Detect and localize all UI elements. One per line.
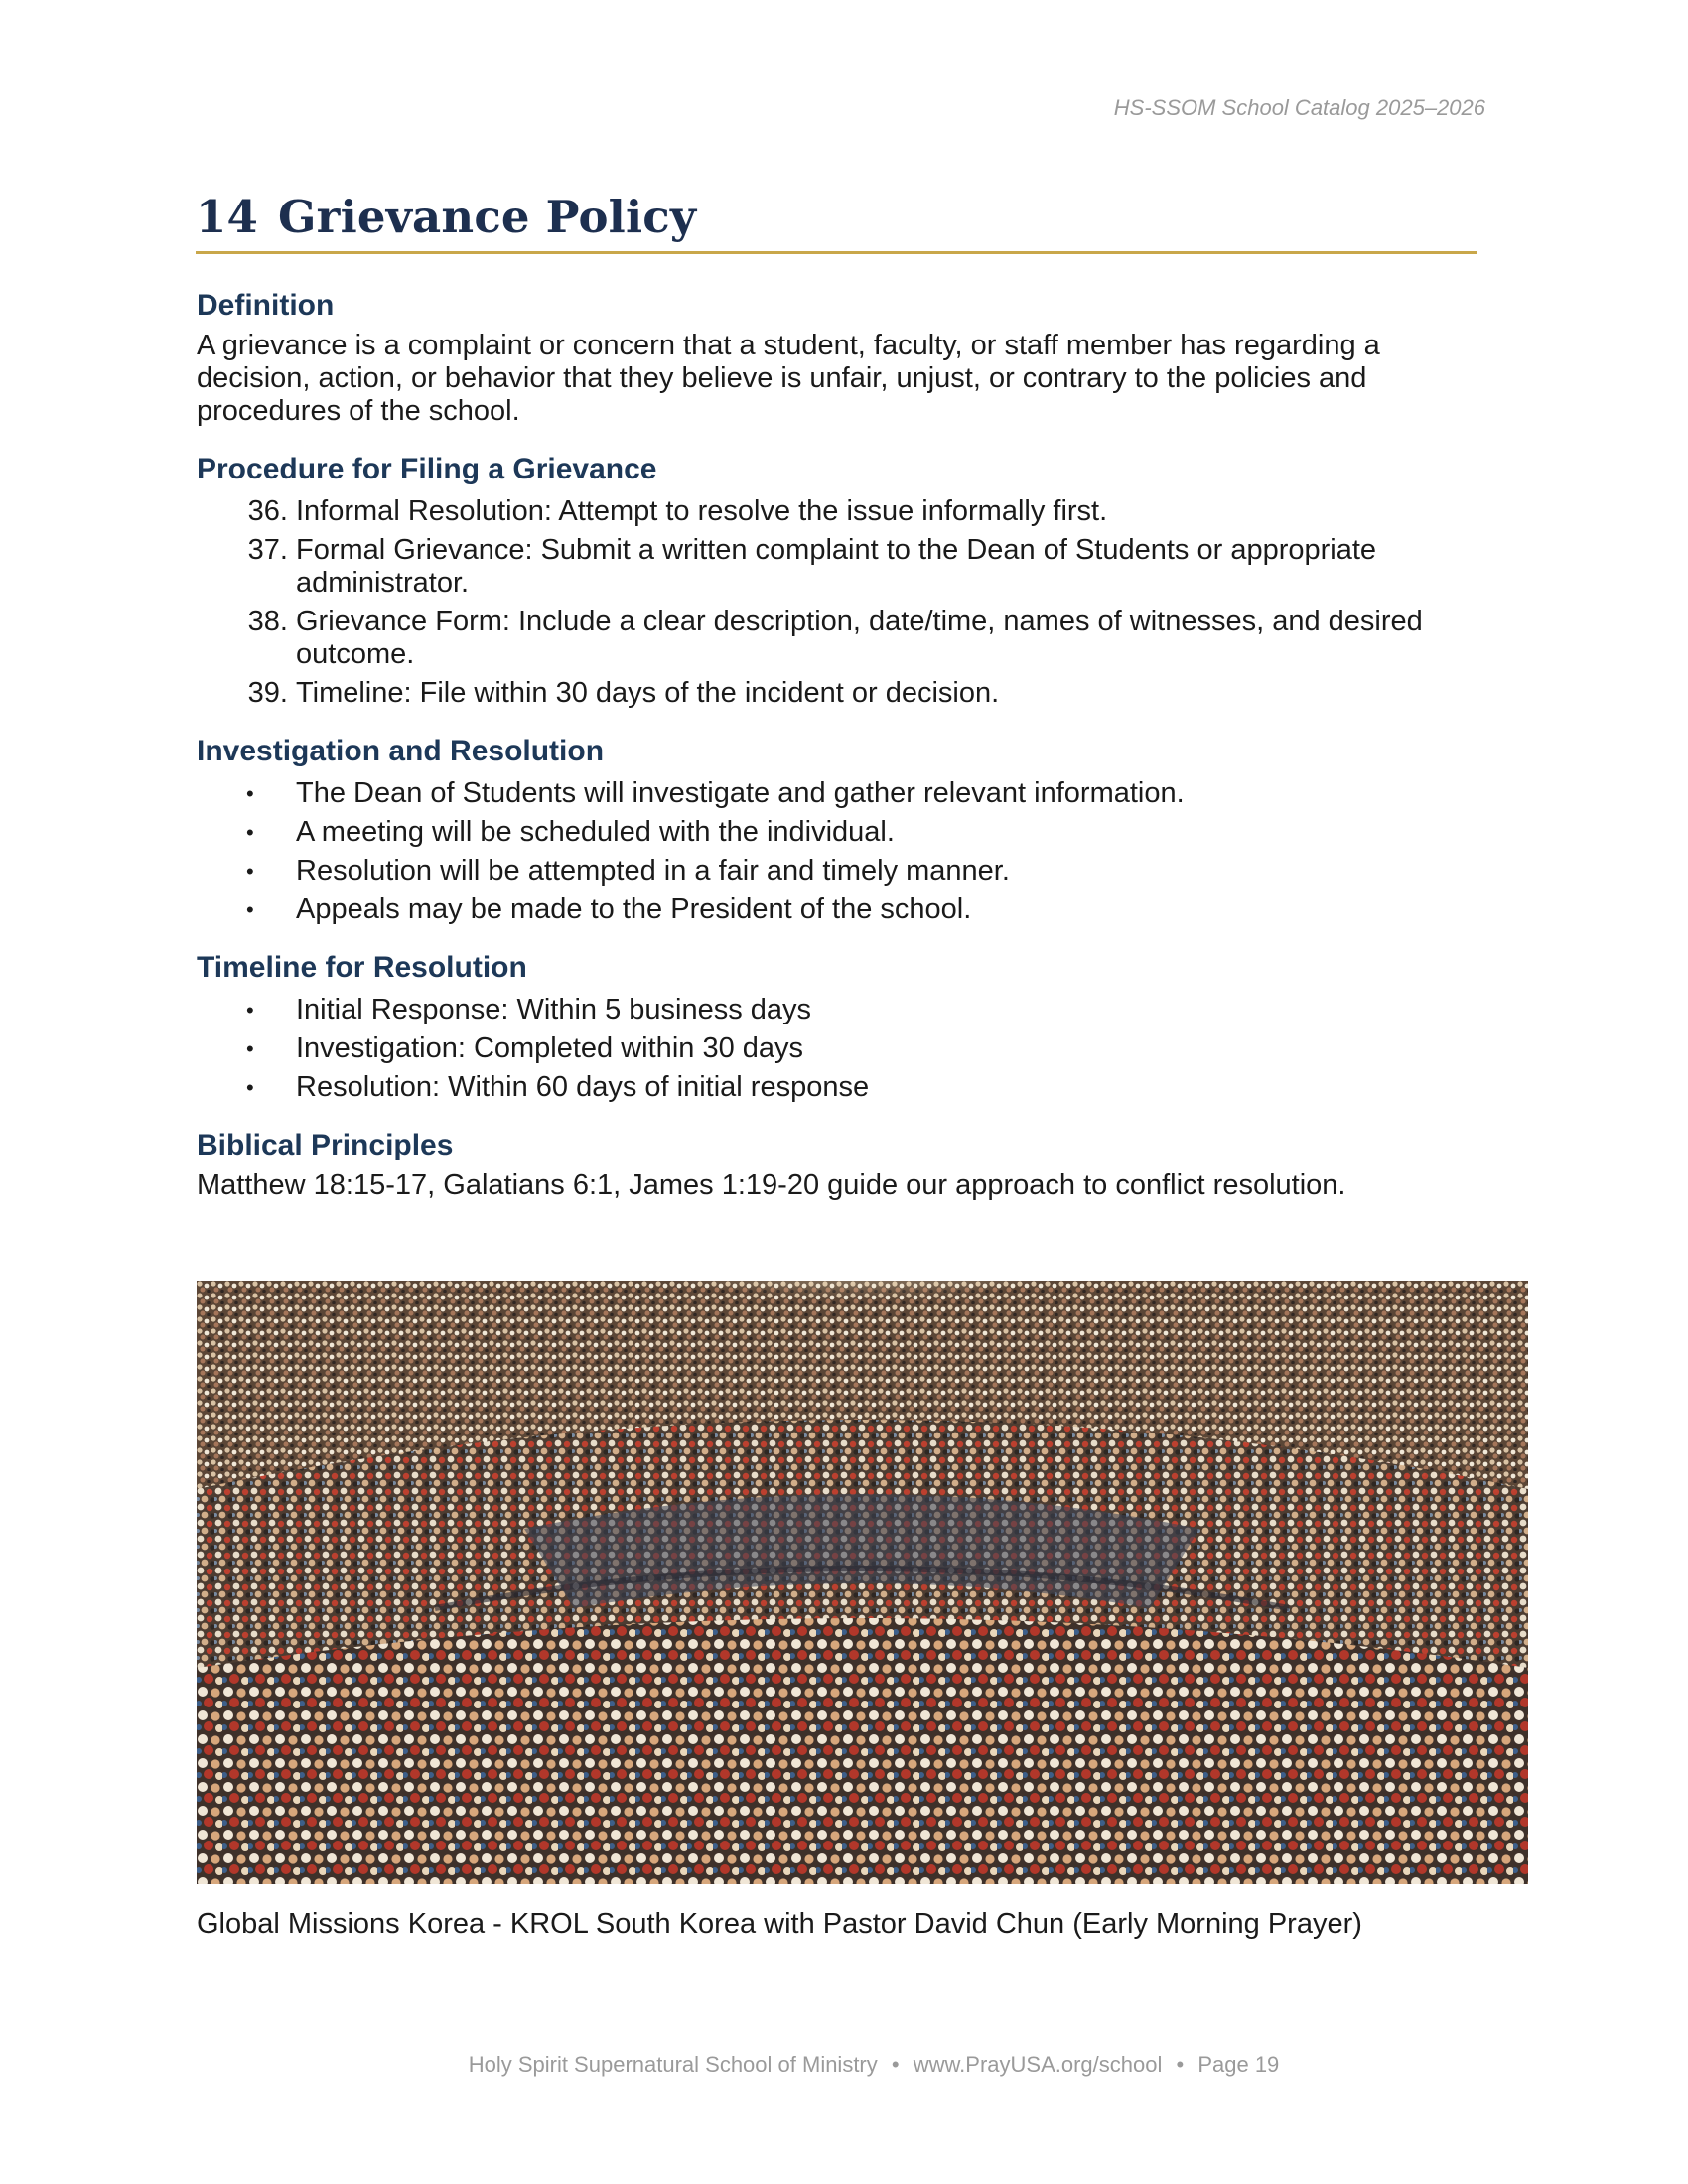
biblical-text: Matthew 18:15-17, Galatians 6:1, James 1:19-20 guide our approach to conflict resolution.: [197, 1169, 1346, 1201]
procedure-section: [197, 450, 1477, 710]
chapter-heading: [196, 191, 1477, 254]
item-text: Informal Resolution: Attempt to resolve the issue informally first.: [296, 495, 1108, 527]
chapter-title: Grievance Policy: [278, 191, 697, 243]
investigation-heading: Investigation and Resolution: [197, 735, 605, 767]
crowd-photo: [197, 1281, 1528, 1884]
list-item: [197, 606, 1477, 671]
list-item: [197, 1032, 1477, 1065]
investigation-list: [197, 777, 1477, 926]
item-number: 38.: [247, 606, 288, 637]
lower-crowd: [197, 1618, 1528, 1884]
main-content: [197, 286, 1477, 1202]
bullet-icon: •: [246, 820, 254, 845]
timeline-heading: Timeline for Resolution: [197, 951, 527, 984]
bullet-icon: •: [246, 1036, 254, 1061]
biblical-section: [197, 1126, 1477, 1202]
list-item: [197, 495, 1477, 528]
footer-separator: •: [1176, 2052, 1185, 2077]
page-footer: [0, 2052, 1688, 2078]
bullet-icon: •: [246, 1075, 254, 1100]
procedure-list: [197, 495, 1477, 710]
bullet-icon: •: [246, 998, 254, 1023]
timeline-list: [197, 994, 1477, 1104]
item-text: A meeting will be scheduled with the individual.: [296, 816, 895, 848]
list-item: [197, 994, 1477, 1026]
chapter-number: 14: [196, 191, 259, 243]
photo-caption: Global Missions Korea - KROL South Korea with Pastor David Chun (Early Morning Prayer): [197, 1908, 1362, 1940]
page-title: [196, 191, 1477, 254]
crowd-illustration: [197, 1281, 1528, 1884]
list-item: [197, 777, 1477, 810]
item-text: Resolution will be attempted in a fair and timely manner.: [296, 855, 1010, 887]
biblical-heading: Biblical Principles: [197, 1129, 454, 1161]
list-item: [197, 677, 1477, 710]
bullet-icon: •: [246, 859, 254, 884]
list-item: [197, 855, 1477, 887]
footer-school: Holy Spirit Supernatural School of Ministry: [468, 2052, 878, 2077]
page-number: Page 19: [1197, 2052, 1280, 2077]
definition-section: [197, 286, 1477, 428]
item-text: Grievance Form: Include a clear description, date/time, names of witnesses, and desired outcome.: [296, 606, 1423, 670]
item-text: Investigation: Completed within 30 days: [296, 1032, 804, 1064]
item-text: Timeline: File within 30 days of the incident or decision.: [296, 677, 1000, 709]
procedure-heading: Procedure for Filing a Grievance: [197, 453, 657, 485]
timeline-section: [197, 948, 1477, 1104]
item-number: 37.: [247, 534, 288, 566]
list-item: [197, 1071, 1477, 1104]
item-text: Initial Response: Within 5 business days: [296, 994, 812, 1025]
item-text: Formal Grievance: Submit a written complaint to the Dean of Students or appropriate administrator.: [296, 534, 1377, 599]
definition-text: A grievance is a complaint or concern that a student, faculty, or staff member has regarding a decision, action, or behavior that they believe is unfair, unjust, or contrary to the policies and procedures of the school.: [197, 330, 1380, 427]
list-item: [197, 534, 1477, 600]
item-text: The Dean of Students will investigate and gather relevant information.: [296, 777, 1185, 809]
list-item: [197, 893, 1477, 926]
item-number: 39.: [247, 677, 288, 709]
bullet-icon: •: [246, 781, 254, 806]
item-text: Appeals may be made to the President of the school.: [296, 893, 972, 925]
list-item: [197, 816, 1477, 849]
footer-url[interactable]: www.PrayUSA.org/school: [913, 2052, 1163, 2077]
running-header: HS-SSOM School Catalog 2025–2026: [1113, 95, 1485, 120]
item-text: Resolution: Within 60 days of initial response: [296, 1071, 870, 1103]
definition-heading: Definition: [197, 289, 335, 322]
footer-separator: •: [891, 2052, 900, 2077]
bullet-icon: •: [246, 897, 254, 922]
item-number: 36.: [247, 495, 288, 527]
investigation-section: [197, 732, 1477, 926]
